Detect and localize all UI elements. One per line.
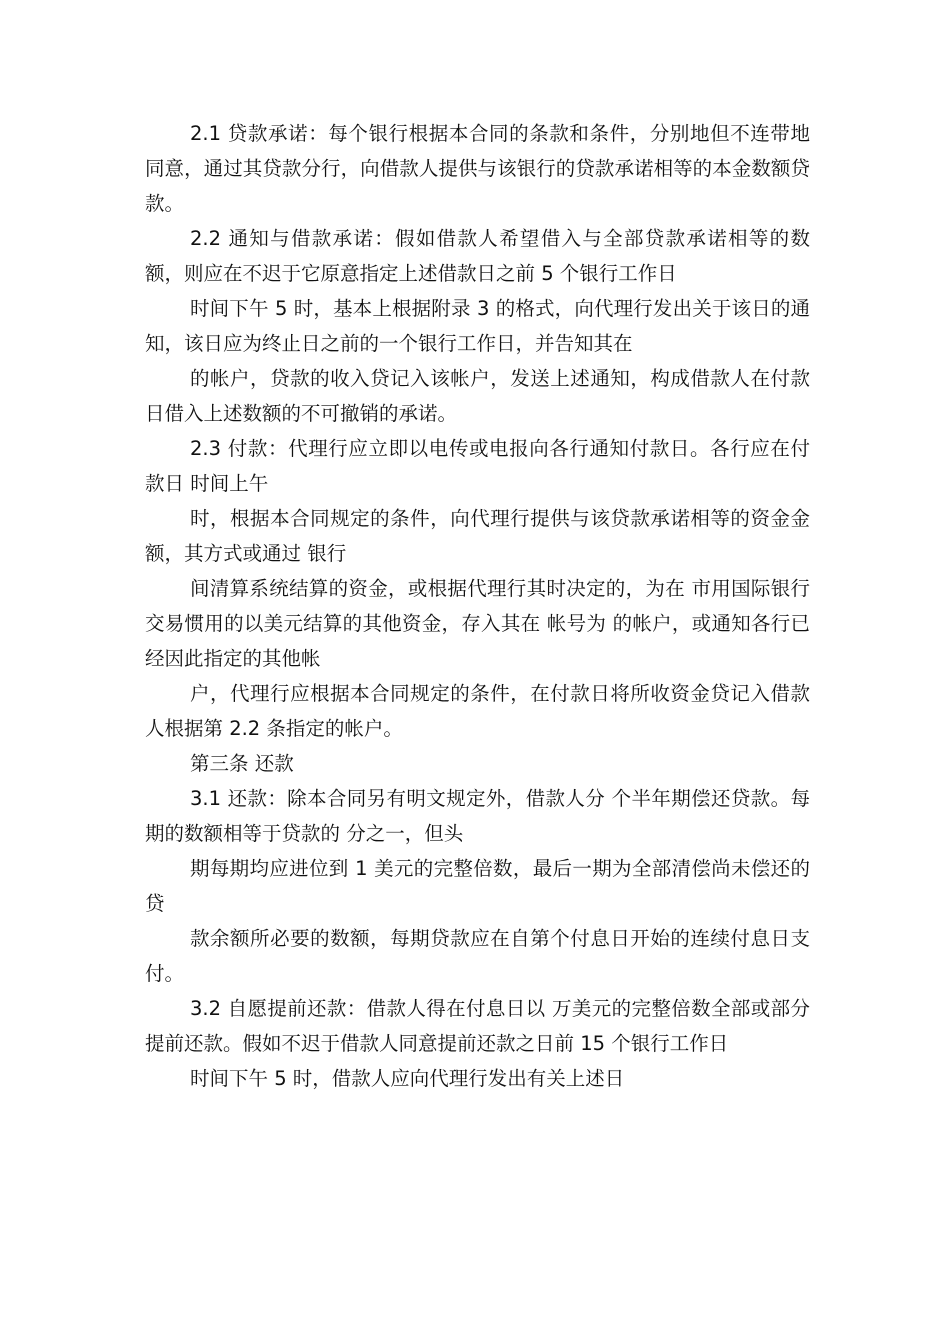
clause-2-2-continued-notice-time: 时间下午 5 时，基本上根据附录 3 的格式，向代理行发出关于该日的通知，该日应为终止日之前的一个银行工作日，并告知其在 <box>145 297 810 355</box>
clause-3-1-continued-rounding: 期每期均应进位到 1 美元的完整倍数，最后一期为全部清偿尚未偿还的贷 <box>145 857 810 915</box>
clause-2-2-continued-account: 的帐户，贷款的收入贷记入该帐户，发送上述通知，构成借款人在付款日借入上述数额的不可撤销的承诺。 <box>145 367 810 425</box>
clause-3-2-continued-notice: 时间下午 5 时，借款人应向代理行发出有关上述日 <box>190 1067 625 1090</box>
clause-3-1-continued-balance: 款余额所必要的数额，每期贷款应在自第个付息日开始的连续付息日支付。 <box>145 927 810 985</box>
clause-2-3-payment: 2.3 付款：代理行应立即以电传或电报向各行通知付款日。各行应在付款日 时间上午 <box>145 437 810 495</box>
clause-2-2-notice-borrowing: 2.2 通知与借款承诺：假如借款人希望借入与全部贷款承诺相等的数额，则应在不迟于它原意指定上述借款日之前 5 个银行工作日 <box>145 227 810 285</box>
document-body <box>145 116 810 1096</box>
article-3-heading: 第三条 还款 <box>190 752 294 775</box>
clause-2-1-loan-commitment: 2.1 贷款承诺：每个银行根据本合同的条款和条件，分别地但不连带地同意，通过其贷款分行，向借款人提供与该银行的贷款承诺相等的本金数额贷款。 <box>145 122 810 215</box>
clause-2-3-continued-clearing: 间清算系统结算的资金，或根据代理行其时决定的，为在 市用国际银行交易惯用的以美元结算的其他资金，存入其在 帐号为 的帐户，或通知各行已经因此指定的其他帐 <box>145 577 810 670</box>
clause-3-1-repayment: 3.1 还款：除本合同另有明文规定外，借款人分 个半年期偿还贷款。每期的数额相等于贷款的 分之一，但头 <box>145 787 810 845</box>
clause-2-3-continued-funds: 时，根据本合同规定的条件，向代理行提供与该贷款承诺相等的资金金额，其方式或通过 银行 <box>145 507 810 565</box>
clause-2-3-continued-credit: 户，代理行应根据本合同规定的条件，在付款日将所收资金贷记入借款人根据第 2.2 条指定的帐户。 <box>145 682 810 740</box>
clause-3-2-voluntary-prepayment: 3.2 自愿提前还款：借款人得在付息日以 万美元的完整倍数全部或部分提前还款。假如不迟于借款人同意提前还款之日前 15 个银行工作日 <box>145 997 810 1055</box>
